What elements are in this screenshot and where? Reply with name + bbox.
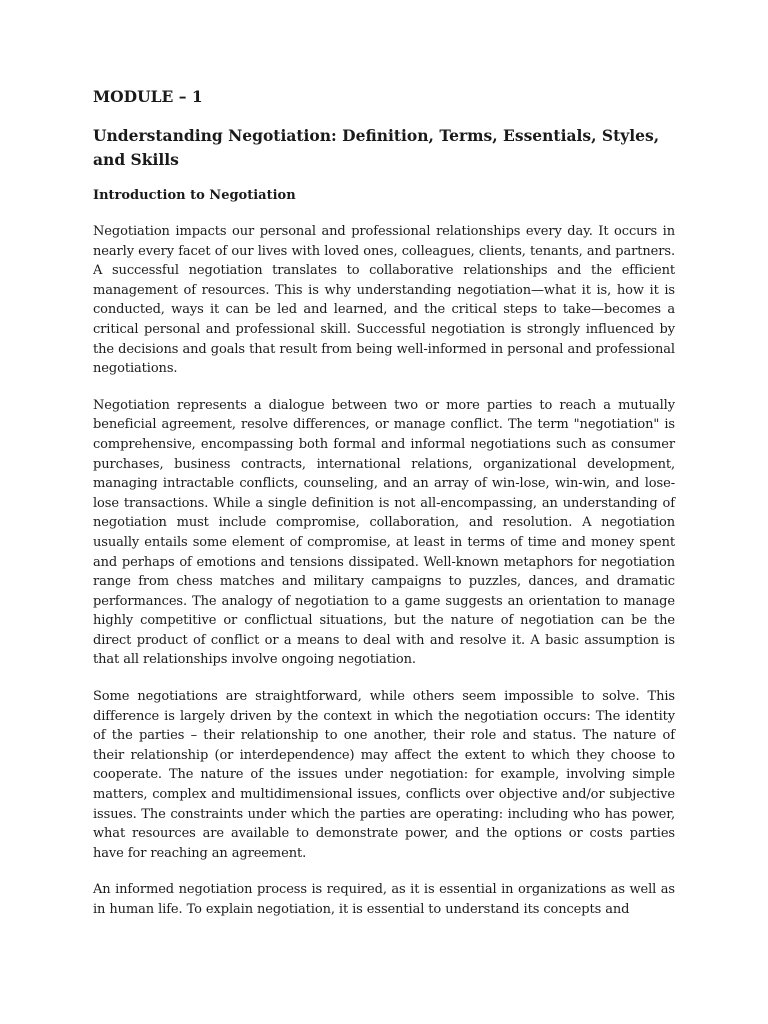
paragraph: Some negotiations are straightforward, while others seem impossible to solve. This difference is largely driven by the context in which the negotiation occurs: The identity of the parties – their relationship to one another, their role and status. The nature of their relationship (or interdependence) may affect the extent to which they choose to cooperate. The nature of the issues under negotiation: for example, involving simple matters, complex and multidimensional issues, conflicts over objective and/or subjective issues. The constraints under which the parties are operating: including who has power, what resources are available to demonstrate power, and the options or costs parties have for reaching an agreement. <box>93 689 675 861</box>
paragraph: Negotiation represents a dialogue between two or more parties to reach a mutually beneficial agreement, resolve differences, or manage conflict. The term "negotiation" is comprehensive, encompassing both formal and informal negotiations such as consumer purchases, business contracts, international relations, organizational development, managing intractable conflicts, counseling, and an array of win-lose, win-win, and lose-lose transactions. While a single definition is not all-encompassing, an understanding of negotiation must include compromise, collaboration, and resolution. A negotiation usually entails some element of compromise, at least in terms of time and money spent and perhaps of emotions and tensions dissipated. Well-known metaphors for negotiation range from chess matches and military campaigns to puzzles, dances, and dramatic performances. The analogy of negotiation to a game suggests an orientation to manage highly competitive or conflictual situations, but the nature of negotiation can be the direct product of conflict or a means to deal with and resolve it. A basic assumption is that all relationships involve ongoing negotiation. <box>93 397 675 668</box>
module-label: MODULE – 1 <box>93 87 203 106</box>
document-page <box>93 86 675 937</box>
section-heading: Introduction to Negotiation <box>93 188 296 203</box>
paragraph: Negotiation impacts our personal and professional relationships every day. It occurs in nearly every facet of our lives with loved ones, colleagues, clients, tenants, and partners. A successful negotiation translates to collaborative relationships and the efficient management of resources. This is why understanding negotiation—what it is, how it is conducted, ways it can be led and learned, and the critical steps to take—becomes a critical personal and professional skill. Successful negotiation is strongly influenced by the decisions and goals that result from being well-informed in personal and professional negotiations. <box>93 224 675 377</box>
document-title: Understanding Negotiation: Definition, Terms, Essentials, Styles, and Skills <box>93 126 660 169</box>
paragraph: An informed negotiation process is required, as it is essential in organizations as well as in human life. To explain negotiation, it is essential to understand its concepts and <box>93 882 675 917</box>
